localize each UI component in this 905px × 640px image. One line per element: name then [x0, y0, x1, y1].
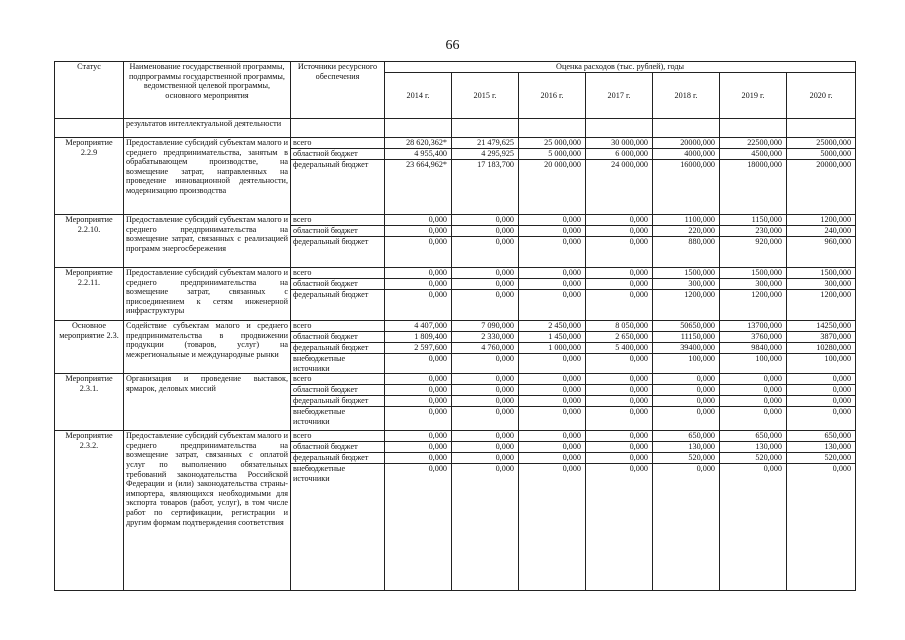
year-values-cell	[452, 215, 519, 268]
amount-value: 1500,000	[653, 268, 719, 279]
amount-value: 0,000	[787, 385, 855, 396]
amount-value: 100,000	[688, 354, 715, 363]
amount-value: 0,000	[586, 215, 652, 226]
source-label: внебюджетные источники	[293, 407, 346, 426]
amount-value: 1500,000	[720, 268, 786, 279]
year-values-cell	[586, 215, 653, 268]
status-cell: Мероприятие 2.2.9	[55, 138, 124, 215]
amount-value: 1200,000	[787, 215, 855, 226]
amount-value: 2 450,000	[519, 321, 585, 332]
amount-value: 22500,000	[720, 138, 786, 149]
year-values-cell	[519, 431, 586, 591]
sources-cell	[291, 321, 385, 374]
header-sources: Источники ресурсного обеспечения	[291, 62, 385, 119]
carry-over-row	[55, 119, 856, 138]
amount-value: 0,000	[428, 464, 447, 474]
source-label: внебюджетные источники	[293, 354, 346, 373]
year-values-cell	[452, 374, 519, 431]
amount-value: 0,000	[562, 290, 581, 299]
amount-value: 0,000	[519, 385, 585, 396]
amount-value: 0,000	[653, 396, 719, 407]
amount-value: 0,000	[519, 279, 585, 290]
amount-value: 23 664,962*	[406, 160, 447, 169]
sources-cell	[291, 268, 385, 321]
amount-value: 6 000,000	[586, 149, 652, 160]
year-values-cell	[452, 138, 519, 215]
year-values-cell	[452, 268, 519, 321]
year-values-cell	[519, 268, 586, 321]
amount-value: 0,000	[586, 431, 652, 442]
amount-value: 130,000	[720, 442, 786, 453]
amount-value: 230,000	[720, 226, 786, 237]
amount-value: 0,000	[586, 374, 652, 385]
amount-value: 0,000	[519, 431, 585, 442]
amount-value: 39400,000	[653, 343, 719, 354]
amount-value: 0,000	[832, 407, 852, 417]
amount-value: 0,000	[428, 354, 447, 363]
header-estimate: Оценка расходов (тыс. рублей), годы	[385, 62, 856, 73]
year-values-cell	[519, 138, 586, 215]
carry-over-text: результатов интеллектуальной деятельности	[124, 119, 291, 138]
amount-value: 650,000	[653, 431, 719, 442]
amount-value: 0,000	[720, 385, 786, 396]
amount-value: 0,000	[629, 237, 648, 246]
year-values-cell	[385, 138, 452, 215]
amount-value: 21 479,625	[452, 138, 518, 149]
source-label: федеральный бюджет	[293, 290, 369, 299]
amount-value: 7 090,000	[452, 321, 518, 332]
amount-value: 28 620,362*	[385, 138, 451, 149]
amount-value: 0,000	[832, 464, 852, 474]
sources-cell	[291, 374, 385, 431]
year-values-cell	[720, 321, 787, 374]
source-label: федеральный бюджет	[293, 237, 369, 246]
amount-value: 0,000	[452, 385, 518, 396]
amount-value: 920,000	[755, 237, 782, 246]
year-values-cell	[519, 215, 586, 268]
year-values-cell	[452, 321, 519, 374]
sources-cell	[291, 431, 385, 591]
amount-value: 5000,000	[787, 149, 855, 160]
source-label: областной бюджет	[291, 442, 384, 453]
amount-value: 10280,000	[787, 343, 855, 354]
amount-value: 0,000	[452, 396, 518, 407]
amount-value: 5 400,000	[586, 343, 652, 354]
source-label: федеральный бюджет	[291, 453, 384, 464]
amount-value: 0,000	[763, 407, 782, 417]
program-row	[55, 215, 856, 268]
year-values-cell	[787, 431, 856, 591]
amount-value: 240,000	[787, 226, 855, 237]
year-values-cell	[787, 374, 856, 431]
source-label: всего	[291, 215, 384, 226]
amount-value: 0,000	[586, 268, 652, 279]
source-label: внебюджетные источники	[293, 464, 346, 483]
year-values-cell	[653, 431, 720, 591]
sources-cell	[291, 138, 385, 215]
amount-value: 0,000	[720, 374, 786, 385]
header-year: 2019 г.	[720, 73, 787, 119]
amount-value: 0,000	[452, 453, 518, 464]
amount-value: 0,000	[787, 396, 855, 407]
header-year: 2014 г.	[385, 73, 452, 119]
year-values-cell	[385, 374, 452, 431]
amount-value: 0,000	[586, 453, 652, 464]
amount-value: 0,000	[629, 464, 648, 474]
amount-value: 130,000	[653, 442, 719, 453]
source-label: федеральный бюджет	[291, 343, 384, 354]
source-label: всего	[291, 268, 384, 279]
year-values-cell	[720, 215, 787, 268]
amount-value: 0,000	[495, 407, 514, 417]
amount-value: 1 809,400	[385, 332, 451, 343]
amount-value: 0,000	[385, 453, 451, 464]
amount-value: 0,000	[385, 374, 451, 385]
source-label: областной бюджет	[291, 149, 384, 160]
program-row	[55, 138, 856, 215]
amount-value: 4500,000	[720, 149, 786, 160]
amount-value: 30 000,000	[586, 138, 652, 149]
year-values-cell	[586, 268, 653, 321]
amount-value: 0,000	[452, 226, 518, 237]
amount-value: 650,000	[720, 431, 786, 442]
amount-value: 520,000	[653, 453, 719, 464]
amount-value: 3760,000	[720, 332, 786, 343]
year-values-cell	[653, 215, 720, 268]
amount-value: 0,000	[428, 407, 447, 417]
amount-value: 0,000	[629, 290, 648, 299]
amount-value: 0,000	[495, 354, 514, 363]
page-number: 66	[445, 38, 460, 53]
header-year: 2015 г.	[452, 73, 519, 119]
amount-value: 4 407,000	[385, 321, 451, 332]
amount-value: 5 000,000	[519, 149, 585, 160]
amount-value: 0,000	[385, 279, 451, 290]
source-label: областной бюджет	[291, 279, 384, 290]
amount-value: 880,000	[688, 237, 715, 246]
amount-value: 8 050,000	[586, 321, 652, 332]
amount-value: 1 000,000	[519, 343, 585, 354]
source-label: всего	[291, 321, 384, 332]
amount-value: 0,000	[562, 464, 581, 474]
year-values-cell	[720, 431, 787, 591]
activity-name: Организация и проведение выставок, ярмарок, деловых миссий	[124, 374, 291, 431]
amount-value: 25 000,000	[519, 138, 585, 149]
amount-value: 0,000	[562, 237, 581, 246]
amount-value: 1200,000	[684, 290, 715, 299]
amount-value: 0,000	[519, 226, 585, 237]
amount-value: 0,000	[452, 215, 518, 226]
amount-value: 0,000	[519, 268, 585, 279]
year-values-cell	[653, 268, 720, 321]
amount-value: 20000,000	[653, 138, 719, 149]
amount-value: 0,000	[629, 407, 648, 417]
amount-value: 13700,000	[720, 321, 786, 332]
amount-value: 20000,000	[816, 160, 852, 169]
year-values-cell	[787, 138, 856, 215]
amount-value: 300,000	[653, 279, 719, 290]
year-values-cell	[787, 215, 856, 268]
header-year: 2020 г.	[787, 73, 856, 119]
amount-value: 11150,000	[653, 332, 719, 343]
amount-value: 520,000	[720, 453, 786, 464]
year-values-cell	[385, 431, 452, 591]
status-cell	[55, 119, 124, 138]
status-cell: Мероприятие 2.3.1.	[55, 374, 124, 431]
amount-value: 3870,000	[787, 332, 855, 343]
year-values-cell	[519, 374, 586, 431]
activity-name: Предоставление субсидий субъектам малого и среднего предпринимательства на возмещение затрат, связанных с реализацией программ энергосбережения	[124, 215, 291, 268]
year-values-cell	[653, 138, 720, 215]
amount-value: 4 295,925	[452, 149, 518, 160]
amount-value: 17 183,700	[477, 160, 514, 169]
amount-value: 0,000	[787, 374, 855, 385]
activity-name: Предоставление субсидий субъектам малого и среднего предпринимательства на возмещение затрат, связанных с оплатой услуг по выполнению обязательных требований законодательства Российской Федерации и (или) законодательства страны-импортера, являющихся необходимыми для экспорта товаров (работ, услуг), в том числе работ по сертификации, регистрации и другим формам подтверждения соответствия	[124, 431, 291, 591]
year-values-cell	[586, 321, 653, 374]
year-values-cell	[586, 138, 653, 215]
program-row	[55, 431, 856, 591]
amount-value: 0,000	[495, 290, 514, 299]
amount-value: 0,000	[385, 442, 451, 453]
amount-value: 0,000	[586, 396, 652, 407]
amount-value: 130,000	[787, 442, 855, 453]
amount-value: 0,000	[519, 374, 585, 385]
year-values-cell	[586, 374, 653, 431]
year-values-cell	[385, 215, 452, 268]
amount-value: 300,000	[720, 279, 786, 290]
source-label: всего	[291, 138, 384, 149]
amount-value: 0,000	[452, 431, 518, 442]
amount-value: 1200,000	[820, 290, 852, 299]
year-values-cell	[519, 321, 586, 374]
amount-value: 9840,000	[720, 343, 786, 354]
amount-value: 0,000	[428, 237, 447, 246]
amount-value: 24 000,000	[611, 160, 648, 169]
amount-value: 1200,000	[751, 290, 782, 299]
amount-value: 100,000	[824, 354, 852, 363]
header-year: 2016 г.	[519, 73, 586, 119]
amount-value: 0,000	[696, 464, 715, 474]
amount-value: 50650,000	[653, 321, 719, 332]
status-cell: Мероприятие 2.3.2.	[55, 431, 124, 591]
amount-value: 520,000	[787, 453, 855, 464]
expense-table	[54, 61, 856, 591]
amount-value: 0,000	[385, 268, 451, 279]
amount-value: 300,000	[787, 279, 855, 290]
year-values-cell	[720, 374, 787, 431]
amount-value: 14250,000	[787, 321, 855, 332]
source-label: областной бюджет	[291, 226, 384, 237]
program-row	[55, 321, 856, 374]
source-label: областной бюджет	[291, 385, 384, 396]
amount-value: 0,000	[586, 226, 652, 237]
amount-value: 18000,000	[747, 160, 782, 169]
amount-value: 650,000	[787, 431, 855, 442]
status-cell: Мероприятие 2.2.10.	[55, 215, 124, 268]
amount-value: 4 955,400	[385, 149, 451, 160]
amount-value: 0,000	[586, 279, 652, 290]
activity-name: Предоставление субсидий субъектам малого и среднего предпринимательства, занятым в обрабатывающем производстве, на возмещение затрат, направленных на проведение инновационной деятельности, модернизацию производства	[124, 138, 291, 215]
amount-value: 2 330,000	[452, 332, 518, 343]
year-values-cell	[385, 321, 452, 374]
amount-value: 0,000	[519, 215, 585, 226]
amount-value: 4000,000	[653, 149, 719, 160]
header-status: Статус	[55, 62, 124, 119]
amount-value: 0,000	[653, 385, 719, 396]
amount-value: 0,000	[452, 279, 518, 290]
year-values-cell	[653, 374, 720, 431]
amount-value: 0,000	[385, 396, 451, 407]
amount-value: 100,000	[755, 354, 782, 363]
year-values-cell	[653, 321, 720, 374]
amount-value: 0,000	[519, 442, 585, 453]
amount-value: 25000,000	[787, 138, 855, 149]
amount-value: 0,000	[495, 464, 514, 474]
activity-name: Предоставление субсидий субъектам малого и среднего предпринимательства на возмещение затрат, связанных с присоединением к сетям инженерной инфраструктуры	[124, 268, 291, 321]
amount-value: 960,000	[824, 237, 852, 246]
year-values-cell	[720, 138, 787, 215]
amount-value: 20 000,000	[544, 160, 581, 169]
header-year: 2017 г.	[586, 73, 653, 119]
year-values-cell	[586, 431, 653, 591]
amount-value: 0,000	[586, 442, 652, 453]
year-values-cell	[787, 321, 856, 374]
header-year: 2018 г.	[653, 73, 720, 119]
year-values-cell	[720, 268, 787, 321]
amount-value: 16000,000	[680, 160, 715, 169]
amount-value: 1150,000	[720, 215, 786, 226]
status-cell: Основное мероприятие 2.3.	[55, 321, 124, 374]
source-label: федеральный бюджет	[291, 396, 384, 407]
amount-value: 0,000	[452, 374, 518, 385]
amount-value: 220,000	[653, 226, 719, 237]
amount-value: 0,000	[452, 442, 518, 453]
amount-value: 0,000	[763, 464, 782, 474]
amount-value: 0,000	[696, 407, 715, 417]
amount-value: 2 597,600	[385, 343, 451, 354]
amount-value: 0,000	[653, 374, 719, 385]
program-row	[55, 374, 856, 431]
amount-value: 1 450,000	[519, 332, 585, 343]
amount-value: 0,000	[562, 354, 581, 363]
source-label: областной бюджет	[291, 332, 384, 343]
program-row	[55, 268, 856, 321]
header-name: Наименование государственной программы, подпрограммы государственной программы, ведомственной целевой программы, основного мероприятия	[124, 62, 291, 119]
amount-value: 0,000	[385, 431, 451, 442]
source-label: федеральный бюджет	[293, 160, 369, 169]
status-cell: Мероприятие 2.2.11.	[55, 268, 124, 321]
amount-value: 0,000	[519, 453, 585, 464]
source-label: всего	[291, 374, 384, 385]
amount-value: 0,000	[720, 396, 786, 407]
amount-value: 0,000	[519, 396, 585, 407]
amount-value: 4 760,000	[452, 343, 518, 354]
amount-value: 0,000	[562, 407, 581, 417]
amount-value: 0,000	[586, 385, 652, 396]
amount-value: 0,000	[385, 385, 451, 396]
amount-value: 0,000	[385, 215, 451, 226]
year-values-cell	[787, 268, 856, 321]
sources-cell	[291, 215, 385, 268]
amount-value: 0,000	[452, 268, 518, 279]
activity-name: Содействие субъектам малого и среднего предпринимательства в продвижении продукции (товаров, услуг) на межрегиональные и международные рынки	[124, 321, 291, 374]
amount-value: 2 650,000	[586, 332, 652, 343]
year-values-cell	[385, 268, 452, 321]
source-label: всего	[291, 431, 384, 442]
year-values-cell	[452, 431, 519, 591]
amount-value: 1100,000	[653, 215, 719, 226]
amount-value: 0,000	[385, 226, 451, 237]
amount-value: 0,000	[495, 237, 514, 246]
amount-value: 0,000	[428, 290, 447, 299]
amount-value: 0,000	[629, 354, 648, 363]
amount-value: 1500,000	[787, 268, 855, 279]
